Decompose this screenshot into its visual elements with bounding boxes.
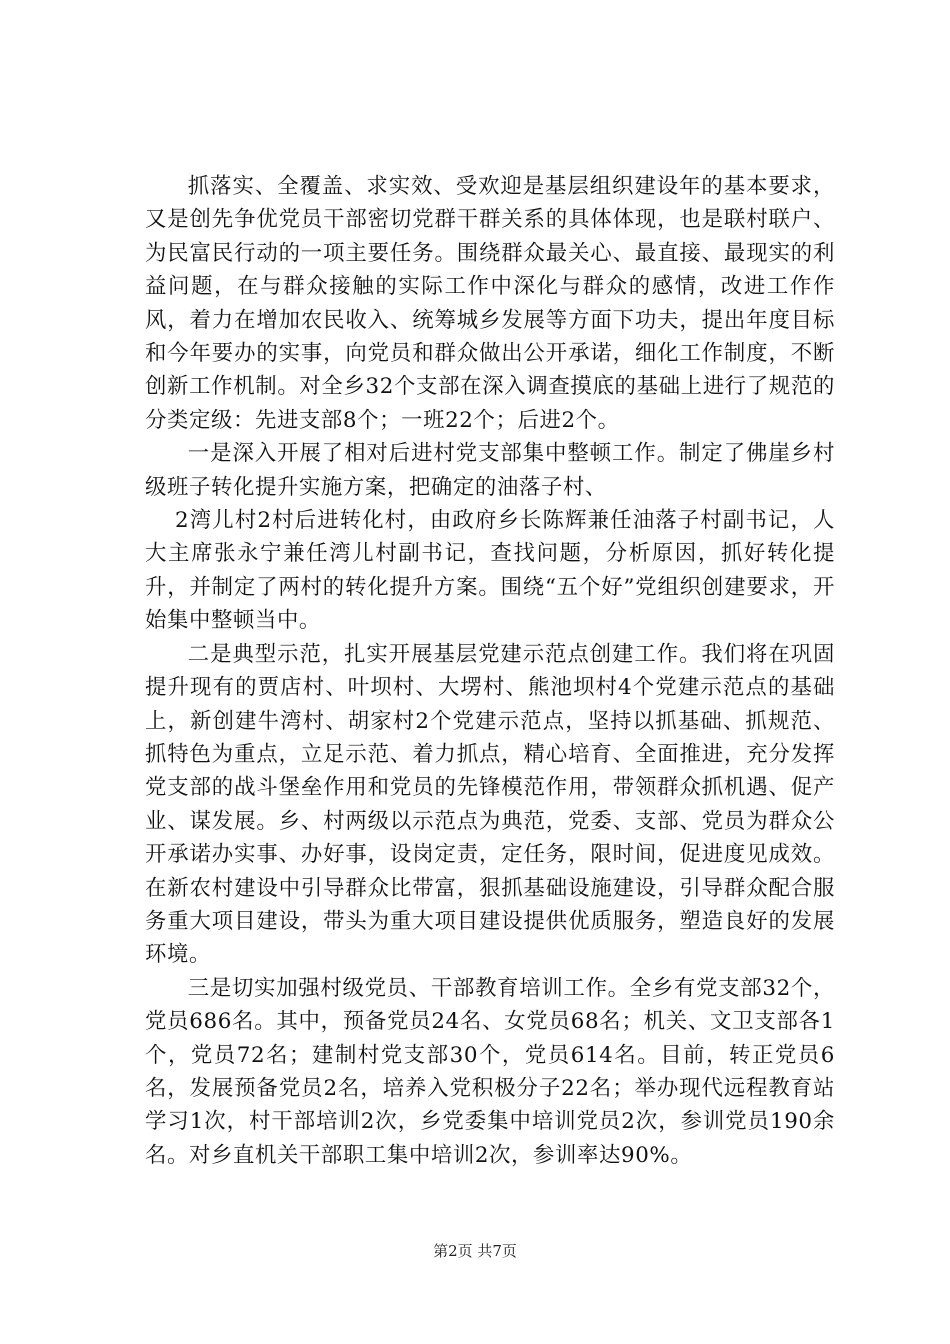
paragraph-point-one-continued: 2湾儿村2村后进转化村，由政府乡长陈辉兼任油落子村副书记，人大主席张永宁兼任湾儿村副书记，查找问题，分析原因，抓好转化提升，并制定了两村的转化提升方案。围绕“五个好”党组织创建要求，开始集中整顿当中。 — [145, 508, 835, 634]
page-number-footer: 第2页 共7页 — [433, 1242, 517, 1260]
body-text — [145, 170, 835, 1172]
paragraph-point-two: 二是典型示范，扎实开展基层党建示范点创建工作。我们将在巩固提升现有的贾店村、叶坝村、大塄村、熊池坝村4个党建示范点的基础上，新创建牛湾村、胡家村2个党建示范点，坚持以抓基础、抓规范、抓特色为重点，立足示范、着力抓点，精心培育、全面推进，充分发挥党支部的战斗堡垒作用和党员的先锋模范作用，带领群众抓机遇、促产业、谋发展。乡、村两级以示范点为典范，党委、支部、党员为群众公开承诺办实事、办好事，设岗定责，定任务，限时间，促进度见成效。在新农村建设中引导群众比带富，狠抓基础设施建设，引导群众配合服务重大项目建设，带头为重大项目建设提供优质服务，塑造良好的发展环境。 — [145, 641, 835, 968]
paragraph-point-three: 三是切实加强村级党员、干部教育培训工作。全乡有党支部32个，党员686名。其中，预备党员24名、女党员68名；机关、文卫支部各1个，党员72名；建制村党支部30个，党员614名。目前，转正党员6名，发展预备党员2名，培养入党积极分子22名；举办现代远程教育站学习1次，村干部培训2次，乡党委集中培训党员2次，参训党员190余名。对乡直机关干部职工集中培训2次，参训率达90%。 — [145, 975, 835, 1168]
paragraph-intro: 抓落实、全覆盖、求实效、受欢迎是基层组织建设年的基本要求，又是创先争优党员干部密切党群干群关系的具体体现，也是联村联户、为民富民行动的一项主要任务。围绕群众最关心、最直接、最现实的利益问题，在与群众接触的实际工作中深化与群众的感情，改进工作作风，着力在增加农民收入、统筹城乡发展等方面下功夫，提出年度目标和今年要办的实事，向党员和群众做出公开承诺，细化工作制度，不断创新工作机制。对全乡32个支部在深入调查摸底的基础上进行了规范的分类定级：先进支部8个；一班22个；后进2个。 — [145, 174, 835, 433]
paragraph-point-one: 一是深入开展了相对后进村党支部集中整顿工作。制定了佛崖乡村级班子转化提升实施方案，把确定的油落子村、 — [145, 441, 835, 500]
